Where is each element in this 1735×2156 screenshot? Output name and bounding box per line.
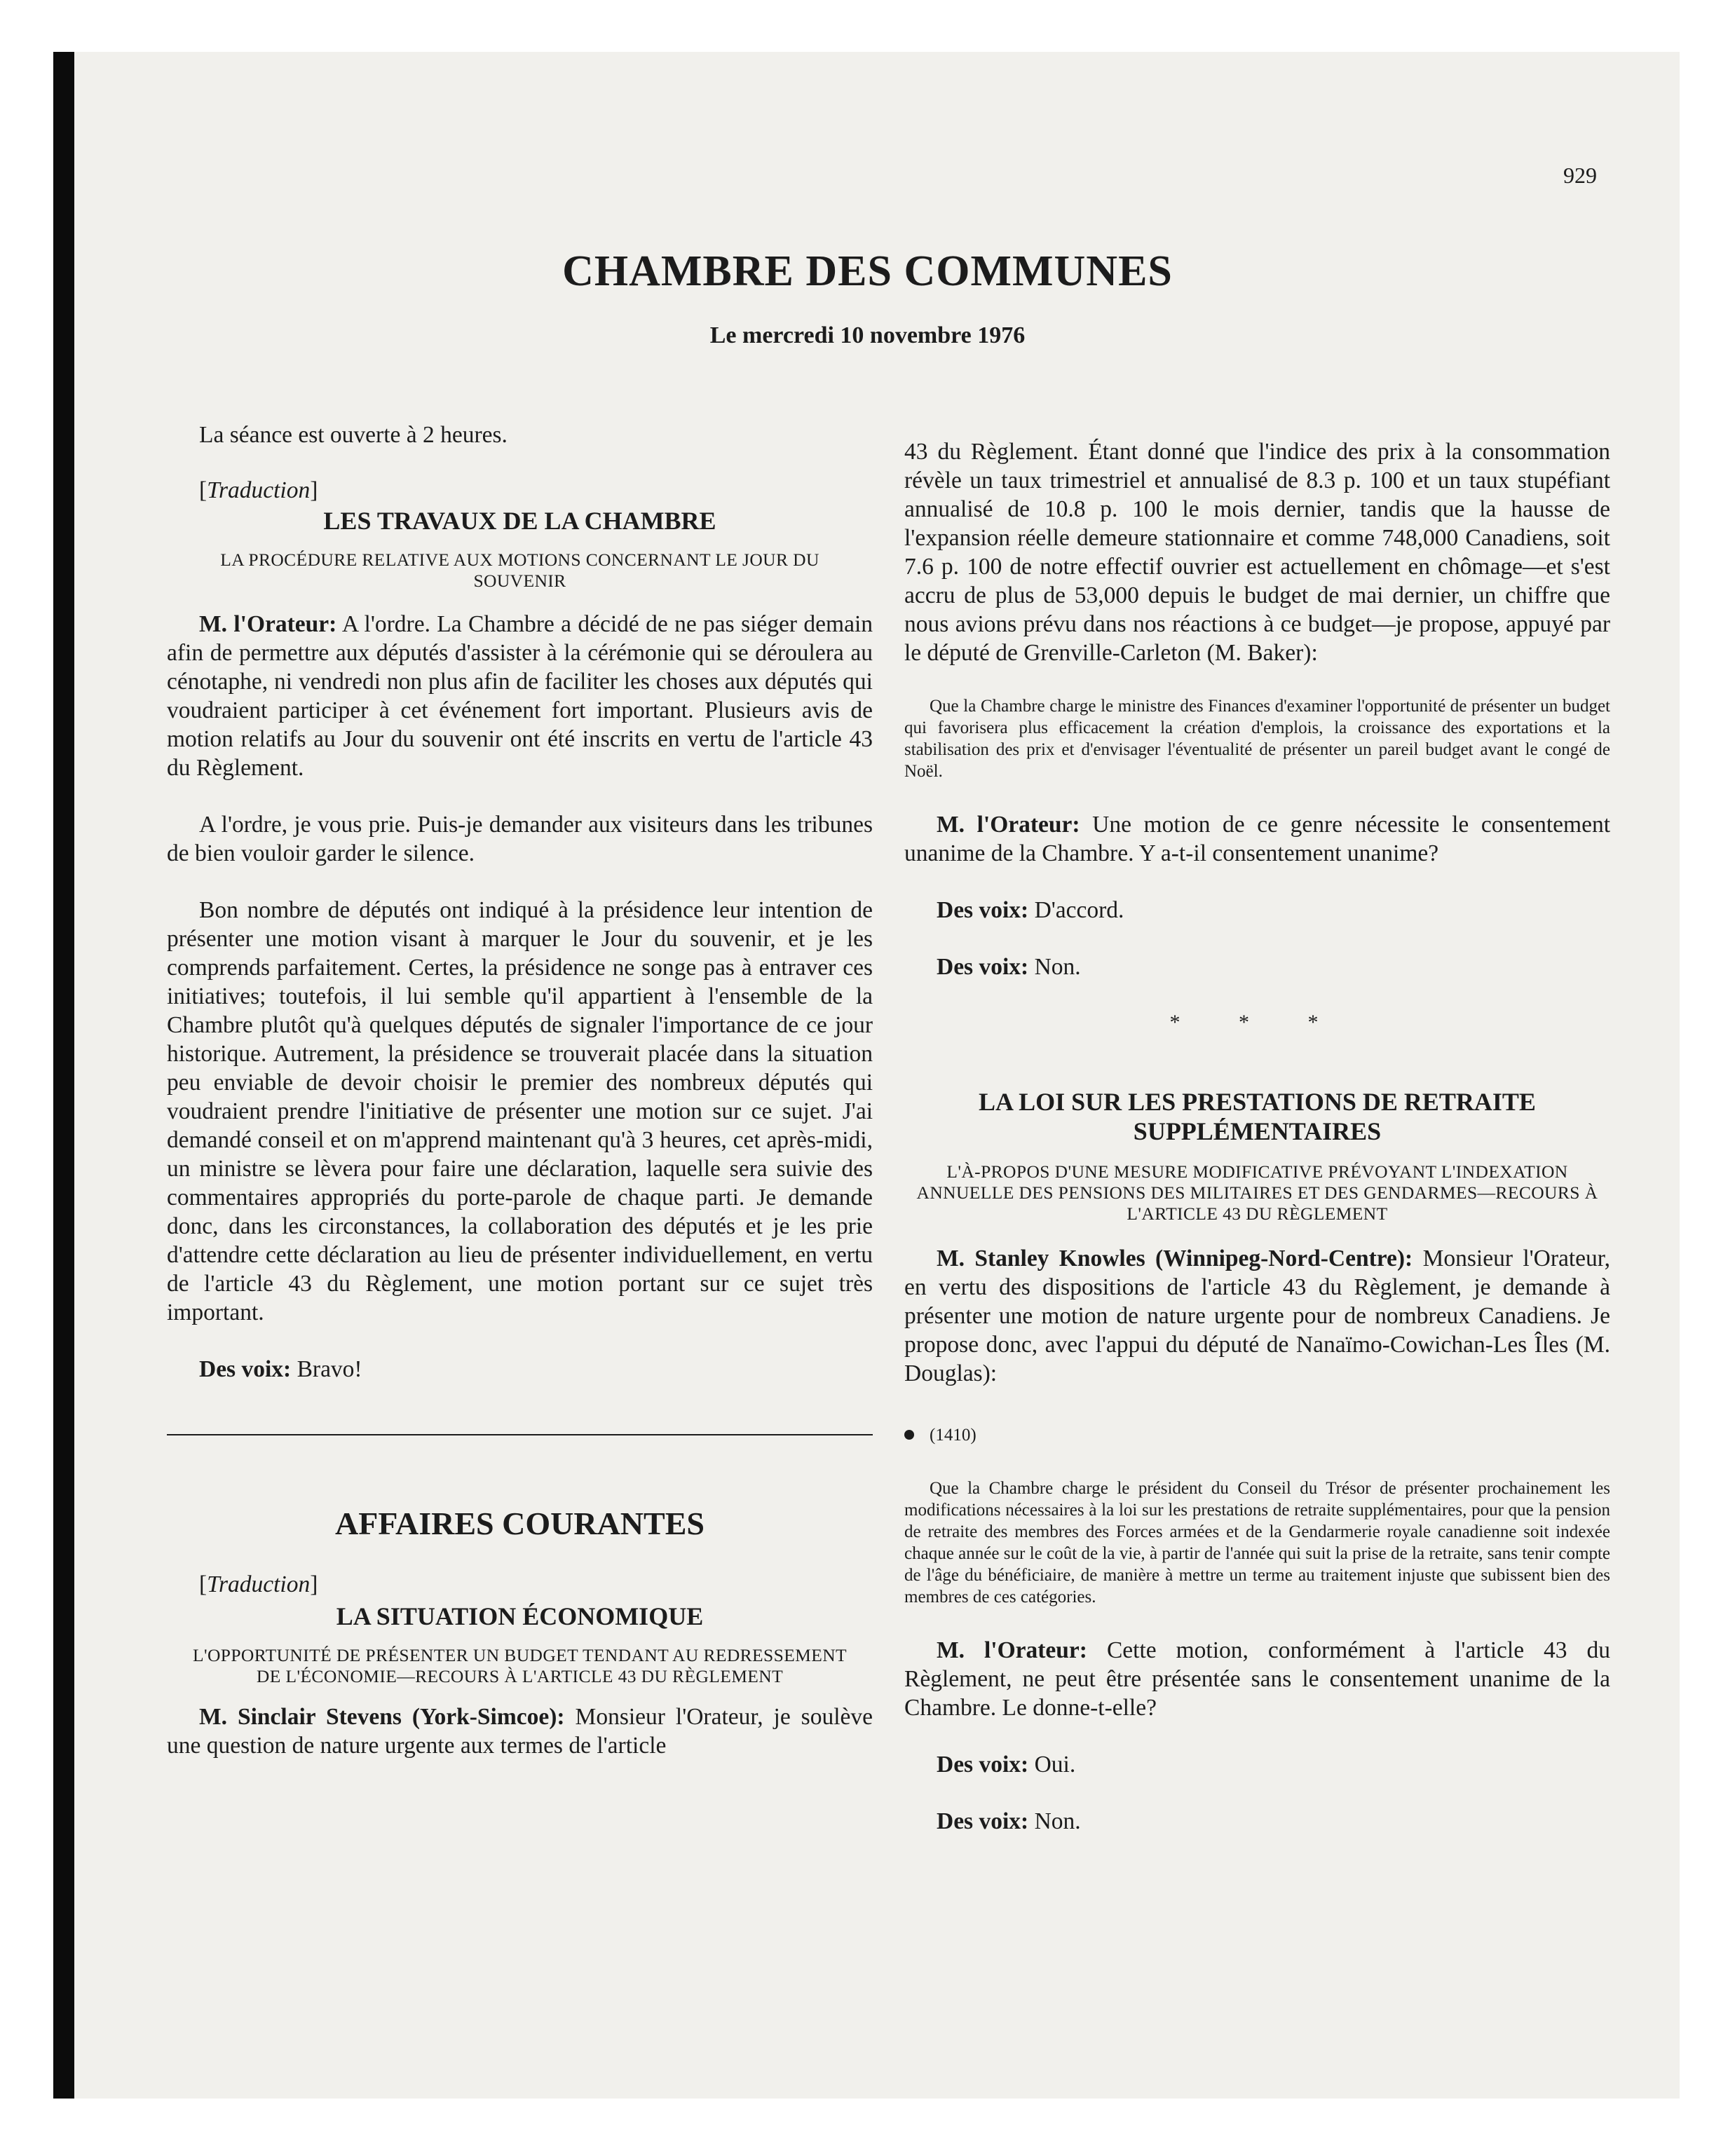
page-title: CHAMBRE DES COMMUNES: [562, 247, 1173, 295]
heading-prestations: LA LOI SUR LES PRESTATIONS DE RETRAITE SUPPLÉMENTAIRES: [979, 1088, 1536, 1145]
speaker-name: M. Sinclair Stevens (York-Simcoe):: [199, 1704, 565, 1730]
heading-travaux: LES TRAVAUX DE LA CHAMBRE: [323, 507, 716, 535]
subheading-procedure: LA PROCÉDURE RELATIVE AUX MOTIONS CONCERNANT LE JOUR DU SOUVENIR: [220, 550, 819, 591]
subheading-indexation: L'À-PROPOS D'UNE MESURE MODIFICATIVE PRÉVOYANT L'INDEXATION ANNUELLE DES PENSIONS DES MILITAIRES ET DES GENDARMES—RECOURS À L'ARTICLE 43 DU RÈGLEMENT: [916, 1161, 1598, 1224]
reply-des-voix: Des voix: Non.: [937, 954, 1081, 980]
page-date: Le mercredi 10 novembre 1976: [709, 322, 1026, 348]
translation-note: [Traduction]: [199, 1571, 318, 1597]
motion-text: Que la Chambre charge le ministre des Finances d'examiner l'opportunité de présenter un budget qui favorisera plus efficacement la création d'emplois, la croissance des exportations et la stabilisation des prix et d'envisager l'éventualité de présenter un pareil budget avant le congé de Noël.: [904, 697, 1610, 781]
timestamp: (1410): [904, 1419, 1610, 1449]
motion-text: Que la Chambre charge le président du Conseil du Trésor de présenter prochainement les modifications nécessaires à la loi sur les prestations de retraite supplémentaires, pour que la pension de retraite des membres des Forces armées et de la Gendarmerie royale canadienne soit indexée chaque année sur le coût de la vie, à partir de l'année qui suit la prise de la retraite, sans tenir compte de l'âge du bénéficiaire, de manière à mettre un terme au traitement injuste que subissent bien des membres de ces catégories.: [904, 1479, 1610, 1606]
subheading-budget: L'OPPORTUNITÉ DE PRÉSENTER UN BUDGET TENDANT AU REDRESSEMENT DE L'ÉCONOMIE—RECOURS À L'ARTICLE 43 DU RÈGLEMENT: [192, 1645, 848, 1686]
speaker-name: M. l'Orateur:: [199, 611, 337, 637]
page-number: 929: [1563, 163, 1597, 188]
opening-statement: La séance est ouverte à 2 heures.: [199, 422, 508, 448]
bullet-dot: [904, 1430, 914, 1440]
left-column: [167, 421, 873, 1760]
section-title: AFFAIRES COURANTES: [335, 1506, 705, 1541]
speech-continuation: 43 du Règlement. Étant donné que l'indice des prix à la consommation révèle un taux trimestriel et annualisé de 8.3 p. 100 et un taux stupéfiant annualisé de 10.8 p. 100 le mois dernier, tandis que la hausse de l'expansion réelle demeure stationnaire et comme 748,000 Canadiens, soit 7.6 p. 100 de notre effectif ouvrier est actuellement en chômage—et s'est accru de plus de 53,000 depuis le budget de mai dernier, un chiffre que nous avions prévu dans nos réactions à ce budget—je propose, appuyé par le député de Grenville-Carleton (M. Baker):: [904, 439, 1610, 666]
speech-orateur: M. l'Orateur: A l'ordre. La Chambre a décidé de ne pas siéger demain afin de permettre aux députés d'assister à la cérémonie qui se déroulera au cénotaphe, ni vendredi non plus afin de faciliter les choses aux députés qui voudraient participer à cet événement fort important. Plusieurs avis de motion relatifs au Jour du souvenir ont été inscrits en vertu de l'article 43 du Règlement.: [167, 611, 873, 781]
speech-paragraph: Bon nombre de députés ont indiqué à la présidence leur intention de présenter une motion visant à marquer le Jour du souvenir, et je les comprends parfaitement. Certes, la présidence ne songe pas à entraver ces initiatives; toutefois, il lui semble qu'il appartient à l'ensemble de la Chambre plutôt qu'à quelques députés de signaler l'importance de ce jour historique. Autrement, la présidence se trouverait placée dans la situation peu enviable de devoir choisir le premier des nombreux députés qui voudraient prendre l'initiative de présenter une motion sur ce sujet. J'ai demandé conseil et on m'apprend maintenant qu'à 3 heures, cet après-midi, un ministre se lèvera pour faire une déclaration, laquelle sera suivie des commentaires appropriés du porte-parole de chaque parti. Je demande donc, dans les circonstances, la collaboration des députés et je les prie d'attendre cette déclaration au lieu de présenter individuellement, en vertu de l'article 43 du Règlement, une motion portant sur ce sujet très important.: [167, 897, 873, 1325]
reply-des-voix: Des voix: Oui.: [937, 1752, 1076, 1778]
translation-note: [Traduction]: [199, 477, 318, 503]
reply-des-voix: Des voix: Non.: [937, 1808, 1081, 1834]
reply-des-voix: Des voix: Bravo!: [199, 1356, 362, 1382]
section-separator: * * *: [1169, 1011, 1345, 1034]
binding-edge: [53, 52, 74, 2099]
reply-des-voix: Des voix: D'accord.: [937, 897, 1124, 923]
speech-orateur: M. l'Orateur: Cette motion, conformément à l'article 43 du Règlement, ne peut être présentée sans le consentement unanime de la Chambre. Le donne-t-elle?: [904, 1637, 1611, 1721]
right-column: [904, 421, 1610, 1836]
speech-orateur: M. l'Orateur: Une motion de ce genre nécessite le consentement unanime de la Chambre. Y a-t-il consentement unanime?: [904, 812, 1611, 866]
speech-knowles: M. Stanley Knowles (Winnipeg-Nord-Centre): Monsieur l'Orateur, en vertu des dispositions de l'article 43 du Règlement, je demande à présenter une motion de nature urgente pour de nombreux Canadiens. Je propose donc, avec l'appui du député de Nanaïmo-Cowichan-Les Îles (M. Douglas):: [904, 1246, 1610, 1386]
speech-paragraph: A l'ordre, je vous prie. Puis-je demander aux visiteurs dans les tribunes de bien vouloir garder le silence.: [167, 812, 873, 866]
heading-situation: LA SITUATION ÉCONOMIQUE: [336, 1602, 704, 1630]
speech-stevens: M. Sinclair Stevens (York-Simcoe): Monsieur l'Orateur, je soulève une question de nature urgente aux termes de l'article: [167, 1704, 873, 1759]
